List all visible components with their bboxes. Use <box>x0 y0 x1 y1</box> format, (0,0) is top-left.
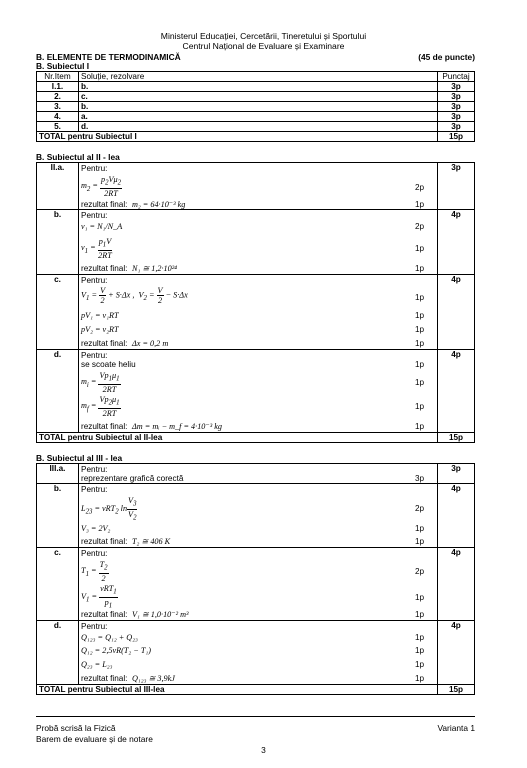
formula-q12: Q₁₂ = 2,5νR(T₂ − T₁) <box>81 646 151 655</box>
formula-q23: Q₂₃ = L₂₃ <box>81 660 113 669</box>
item-solution <box>79 464 438 484</box>
final-result: rezultat final: m₂ = 64·10⁻³ kg <box>81 200 186 209</box>
step-points: 1p <box>415 311 425 320</box>
item-row-3a <box>37 464 475 484</box>
final-result: rezultat final: N₁ ≅ 1,2·10²⁴ <box>81 264 178 273</box>
formula-q123: Q₁₂₃ = Q₁₂ + Q₂₃ <box>81 633 138 642</box>
item-points: 4p <box>438 350 475 433</box>
final-result: rezultat final: Δm = mᵢ − m_f = 4·10⁻³ kg <box>81 422 222 431</box>
total-row <box>37 132 475 142</box>
item-number: II.a. <box>37 163 79 210</box>
step-points: 1p <box>415 378 425 387</box>
pentru-label: Pentru: <box>81 164 108 173</box>
table-row <box>37 112 475 122</box>
table-row <box>37 82 475 92</box>
formula-t1: $T_1$ = $\frac{T_2}{2}$ <box>81 560 108 583</box>
step-points: 1p <box>415 293 425 302</box>
col-solution-header: Soluție, rezolvare <box>79 72 438 82</box>
table-row <box>37 92 475 102</box>
step-points: 1p <box>415 325 425 334</box>
answer: c. <box>79 92 438 102</box>
step-points: 1p <box>415 593 425 602</box>
pentru-label: Pentru: <box>81 211 108 220</box>
item-points: 4p <box>438 210 475 275</box>
final-result: rezultat final: V₁ ≅ 1,0·10⁻² m³ <box>81 610 189 619</box>
points: 3p <box>438 92 475 102</box>
pentru-label: Pentru: <box>81 351 108 360</box>
item-row-2d <box>37 350 475 433</box>
step-points: 3p <box>415 474 425 483</box>
answer: b. <box>79 82 438 92</box>
step-points: 1p <box>415 660 425 669</box>
pentru-label: Pentru: <box>81 465 108 474</box>
item-number: III.a. <box>37 464 79 484</box>
answer: a. <box>79 112 438 122</box>
total-points: 15p <box>438 132 475 142</box>
pentru-label: Pentru: <box>81 276 108 285</box>
sub3-title: B. Subiectul al III - lea <box>36 453 123 463</box>
pentru-label: Pentru: <box>81 622 108 631</box>
item-row-3d <box>37 621 475 685</box>
step-points: 2p <box>415 504 425 513</box>
item-number: c. <box>37 275 79 350</box>
footer-barem: Barem de evaluare și de notare <box>36 734 153 744</box>
total-label: TOTAL pentru Subiectul al II-lea <box>37 433 438 443</box>
center-header: Centrul Național de Evaluare și Examinare <box>182 41 345 51</box>
table-row <box>37 122 475 132</box>
item-number: d. <box>37 621 79 685</box>
total-points: 15p <box>438 685 475 695</box>
page-number: 3 <box>261 745 266 755</box>
step-points: 1p <box>415 200 425 209</box>
item-points: 4p <box>438 621 475 685</box>
formula-pv1: pV₁ = ν₁RT <box>81 311 119 320</box>
step-points: 1p <box>415 244 425 253</box>
item-solution <box>79 163 438 210</box>
item-points: 4p <box>438 548 475 621</box>
total-row <box>37 433 475 443</box>
step-points: 1p <box>415 524 425 533</box>
item-points: 3p <box>438 464 475 484</box>
heliu-text: se scoate heliu <box>81 360 136 369</box>
section-title: B. ELEMENTE DE TERMODINAMICĂ (45 de puncte) <box>36 52 475 62</box>
step-points: 1p <box>415 610 425 619</box>
formula-mi: $m_i$ = $\frac{Vp_1\mu_1}{2RT}$ <box>81 371 120 394</box>
formula-v3: V₃ = 2V₂ <box>81 524 111 533</box>
step-points: 2p <box>415 567 425 576</box>
total-row <box>37 685 475 695</box>
footer-divider <box>36 716 475 717</box>
points: 3p <box>438 82 475 92</box>
total-label: TOTAL pentru Subiectul al III-lea <box>37 685 438 695</box>
formula-v1: $V_1$ = νRT$_1$ $p_1$ <box>81 584 117 610</box>
step-points: 1p <box>415 537 425 546</box>
item-solution <box>79 275 438 350</box>
formula-nu1-pv: $\nu_1$ = $\frac{p_1V}{2RT}$ <box>81 237 112 260</box>
formula-pv2: pV₂ = ν₂RT <box>81 325 119 334</box>
item-points: 4p <box>438 275 475 350</box>
formula-m2: $m_2$ = $\frac{p_2V\mu_2}{2RT}$ <box>81 175 122 198</box>
sub1-table <box>36 71 475 142</box>
ministry-header: Ministerul Educației, Cercetării, Tineretului și Sportului <box>160 31 367 41</box>
step-points: 1p <box>415 264 425 273</box>
points: 3p <box>438 102 475 112</box>
points: 3p <box>438 122 475 132</box>
points: 3p <box>438 112 475 122</box>
pentru-label: Pentru: <box>81 549 108 558</box>
sub2-table <box>36 162 475 443</box>
step-points: 1p <box>415 674 425 683</box>
footer-variant: Varianta 1 <box>437 723 475 733</box>
item-number: b. <box>37 484 79 548</box>
item-points: 4p <box>438 484 475 548</box>
total-label: TOTAL pentru Subiectul I <box>37 132 438 142</box>
item-solution <box>79 350 438 433</box>
item-number: 2. <box>37 92 79 102</box>
formula-nu1: ν₁ = N₁/N_A <box>81 222 123 231</box>
formula-volumes: $V_1$ = $\frac{V}{2}$ + S·Δx , $V_2$ = $\frac{V}{2}$ − S·Δx <box>81 286 188 305</box>
footer <box>36 723 475 733</box>
item-number: 4. <box>37 112 79 122</box>
footer-subject: Probă scrisă la Fizică <box>36 723 116 733</box>
table-row <box>37 102 475 112</box>
item-row-2a <box>37 163 475 210</box>
formula-mf: $m_f$ = $\frac{Vp_2\mu_1}{2RT}$ <box>81 395 120 418</box>
formula-l23: $L_{23} = \nu RT_2$ ln $\frac{V_3}{V_2}$ <box>81 496 137 522</box>
item-number: 5. <box>37 122 79 132</box>
step-points: 2p <box>415 222 425 231</box>
col-points-header: Punctaj <box>438 72 475 82</box>
sub3-table <box>36 463 475 695</box>
step-points: 1p <box>415 646 425 655</box>
item-row-3b <box>37 484 475 548</box>
col-item-header: Nr.Item <box>37 72 79 82</box>
item-row-2b <box>37 210 475 275</box>
final-result: rezultat final: Q₁₂₃ ≅ 3,9kJ <box>81 674 175 683</box>
item-number: I.1. <box>37 82 79 92</box>
step-points: 1p <box>415 633 425 642</box>
step-points: 1p <box>415 360 425 369</box>
item-solution <box>79 548 438 621</box>
item-points: 3p <box>438 163 475 210</box>
section-points: (45 de puncte) <box>418 52 475 62</box>
item-number: 3. <box>37 102 79 112</box>
step-points: 1p <box>415 339 425 348</box>
item-solution <box>79 210 438 275</box>
pentru-label: Pentru: <box>81 485 108 494</box>
item-solution <box>79 484 438 548</box>
answer: d. <box>79 122 438 132</box>
step-points: 2p <box>415 183 425 192</box>
item-number: b. <box>37 210 79 275</box>
final-result: rezultat final: T₂ ≅ 406 K <box>81 537 171 546</box>
graph-text: reprezentare grafică corectă <box>81 474 184 483</box>
item-row-2c <box>37 275 475 350</box>
item-number: c. <box>37 548 79 621</box>
item-solution <box>79 621 438 685</box>
sub2-title: B. Subiectul al II - lea <box>36 152 120 162</box>
final-result: rezultat final: Δx = 0,2 m <box>81 339 169 348</box>
sub1-title: B. Subiectul I <box>36 61 90 71</box>
step-points: 1p <box>415 422 425 431</box>
step-points: 1p <box>415 402 425 411</box>
total-points: 15p <box>438 433 475 443</box>
item-row-3c <box>37 548 475 621</box>
item-number: d. <box>37 350 79 433</box>
answer: b. <box>79 102 438 112</box>
